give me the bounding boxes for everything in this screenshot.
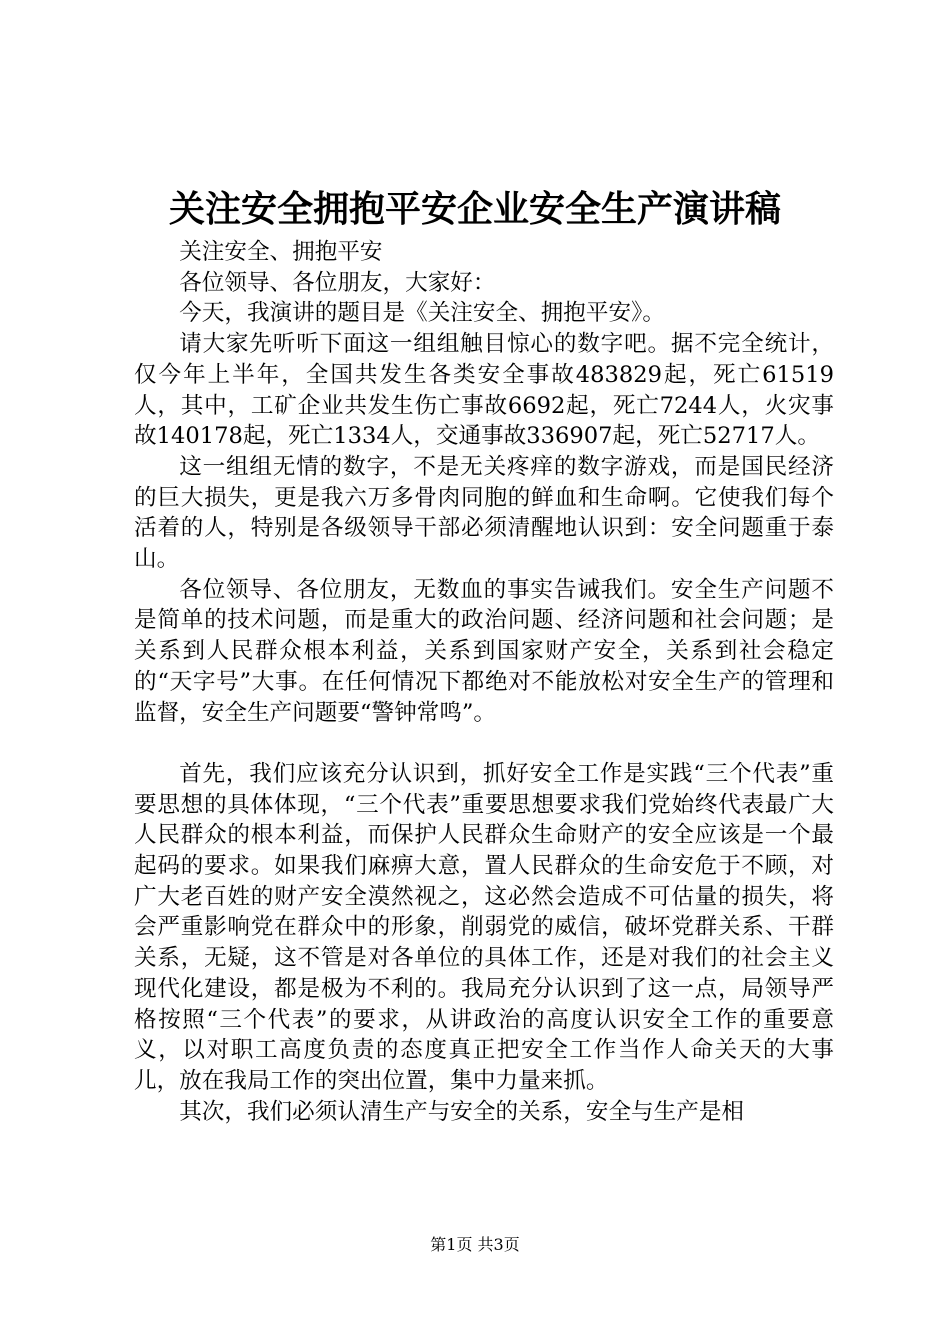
paragraph-first-point: 首先，我们应该充分认识到，抓好安全工作是实践“三个代表”重要思想的具体体现，“三个代表”重要思想要求我们党始终代表最广大人民群众的根本利益，而保护人民群众生命财产的安全应该是一个最起码的要求。如果我们麻痹大意，置人民群众的生命安危于不顾，对广大老百姓的财产安全漠然视之，这必然会造成不可估量的损失，将会严重影响党在群众中的形象，削弱党的威信，破坏党群关系、干群关系，无疑，这不管是对各单位的具体工作，还是对我们的社会主义现代化建设，都是极为不利的。我局充分认识到了这一点，局领导严格按照“三个代表”的要求，从讲政治的高度认识安全工作的重要意义，以对职工高度负责的态度真正把安全工作当作人命关天的大事儿，放在我局工作的突出位置，集中力量来抓。 — [134, 760, 834, 1094]
paragraph-statistics: 请大家先听听下面这一组组触目惊心的数字吧。据不完全统计，仅今年上半年，全国共发生各类安全事故483829起，死亡61519人，其中，工矿企业共发生伤亡事故6692起，死亡7244人，火灾事故140178起，死亡1334人，交通事故336907起，死亡52717人。 — [134, 331, 834, 450]
paragraph-spacer — [134, 728, 834, 759]
paragraph-second-point: 其次，我们必须认清生产与安全的关系，安全与生产是相 — [179, 1098, 745, 1125]
paragraph-greeting: 各位领导、各位朋友，大家好： — [179, 269, 496, 296]
document-body — [134, 237, 834, 1127]
paragraph-lessons: 各位领导、各位朋友，无数血的事实告诫我们。安全生产问题不是简单的技术问题，而是重大的政治问题、经济问题和社会问题；是关系到人民群众根本利益，关系到国家财产安全，关系到社会稳定的“天字号”大事。在任何情况下都绝对不能放松对安全生产的管理和监督，安全生产问题要“警钟常鸣”。 — [134, 576, 834, 726]
paragraph-numbers-meaning: 这一组组无情的数字，不是无关疼痒的数字游戏，而是国民经济的巨大损失，更是我六万多骨肉同胞的鲜血和生命啊。它使我们每个活着的人，特别是各级领导干部必须清醒地认识到：安全问题重于泰山。 — [134, 453, 834, 573]
paragraph-subtitle: 关注安全、拥抱平安 — [179, 239, 383, 265]
page-footer: 第1页 共3页 — [430, 1235, 520, 1254]
document-title: 关注安全拥抱平安企业安全生产演讲稿 — [168, 188, 781, 230]
paragraph-topic: 今天，我演讲的题目是《关注安全、拥抱平安》。 — [179, 300, 665, 327]
